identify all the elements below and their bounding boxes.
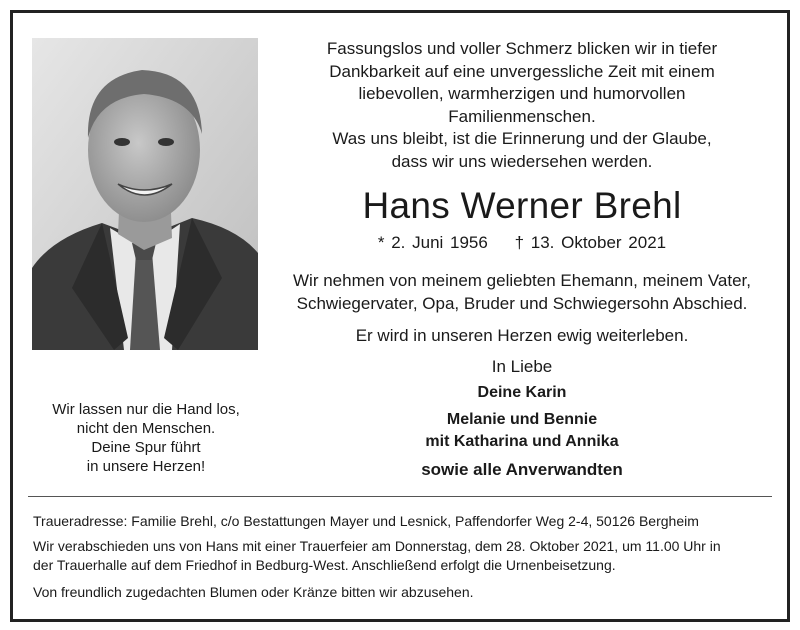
divider	[28, 496, 772, 497]
farewell-line: Wir nehmen von meinem geliebten Ehemann, meinem Vater,	[293, 271, 751, 290]
family-line: Deine Karin	[477, 384, 567, 401]
ceremony-line: der Trauerhalle auf dem Friedhof in Bedburg-West. Anschließend erfolgt die Urnenbeisetzung.	[33, 557, 616, 573]
intro-line: dass wir uns wiedersehen werden.	[391, 151, 653, 171]
farewell-text	[272, 270, 772, 315]
poem-line: in unsere Herzen!	[86, 458, 206, 475]
intro-text	[272, 38, 772, 173]
in-liebe: In Liebe	[491, 357, 553, 376]
poem-line: Deine Spur führt	[91, 439, 201, 456]
poem-block	[22, 400, 270, 476]
relatives-line: sowie alle Anverwandten	[421, 460, 623, 479]
birth-date: * 2. Juni 1956	[377, 233, 488, 252]
memory-line: Er wird in unseren Herzen ewig weiterleben.	[355, 326, 689, 345]
poem-line: Wir lassen nur die Hand los,	[52, 401, 240, 418]
portrait-illustration	[32, 38, 258, 350]
mourning-address: Traueradresse: Familie Brehl, c/o Bestattungen Mayer und Lesnick, Paffendorfer Weg 2-4, 50126 Bergheim	[33, 513, 699, 529]
flowers-note: Von freundlich zugedachten Blumen oder Kränze bitten wir abzusehen.	[33, 584, 474, 600]
portrait-photo	[32, 38, 258, 350]
family-names	[272, 382, 772, 453]
intro-line: Dankbarkeit auf eine unvergessliche Zeit mit einem	[329, 61, 715, 81]
intro-line: Fassungslos und voller Schmerz blicken wir in tiefer	[326, 39, 718, 58]
intro-line: Familienmenschen.	[448, 106, 596, 126]
death-date: † 13. Oktober 2021	[514, 233, 667, 252]
ceremony-line: Wir verabschieden uns von Hans mit einer Trauerfeier am Donnerstag, dem 28. Oktober 2021, um 11.00 Uhr in	[33, 538, 721, 554]
family-line: Melanie und Bennie	[446, 411, 598, 428]
life-dates	[272, 232, 772, 254]
ceremony-info	[33, 537, 773, 575]
farewell-line: Schwiegervater, Opa, Bruder und Schwiegersohn Abschied.	[296, 293, 748, 313]
poem-line: nicht den Menschen.	[76, 420, 216, 437]
intro-line: liebevollen, warmherzigen und humorvollen	[358, 84, 686, 103]
family-line: mit Katharina und Annika	[425, 433, 619, 450]
intro-line: Was uns bleibt, ist die Erinnerung und der Glaube,	[332, 129, 712, 148]
deceased-name: Hans Werner Brehl	[362, 185, 682, 226]
